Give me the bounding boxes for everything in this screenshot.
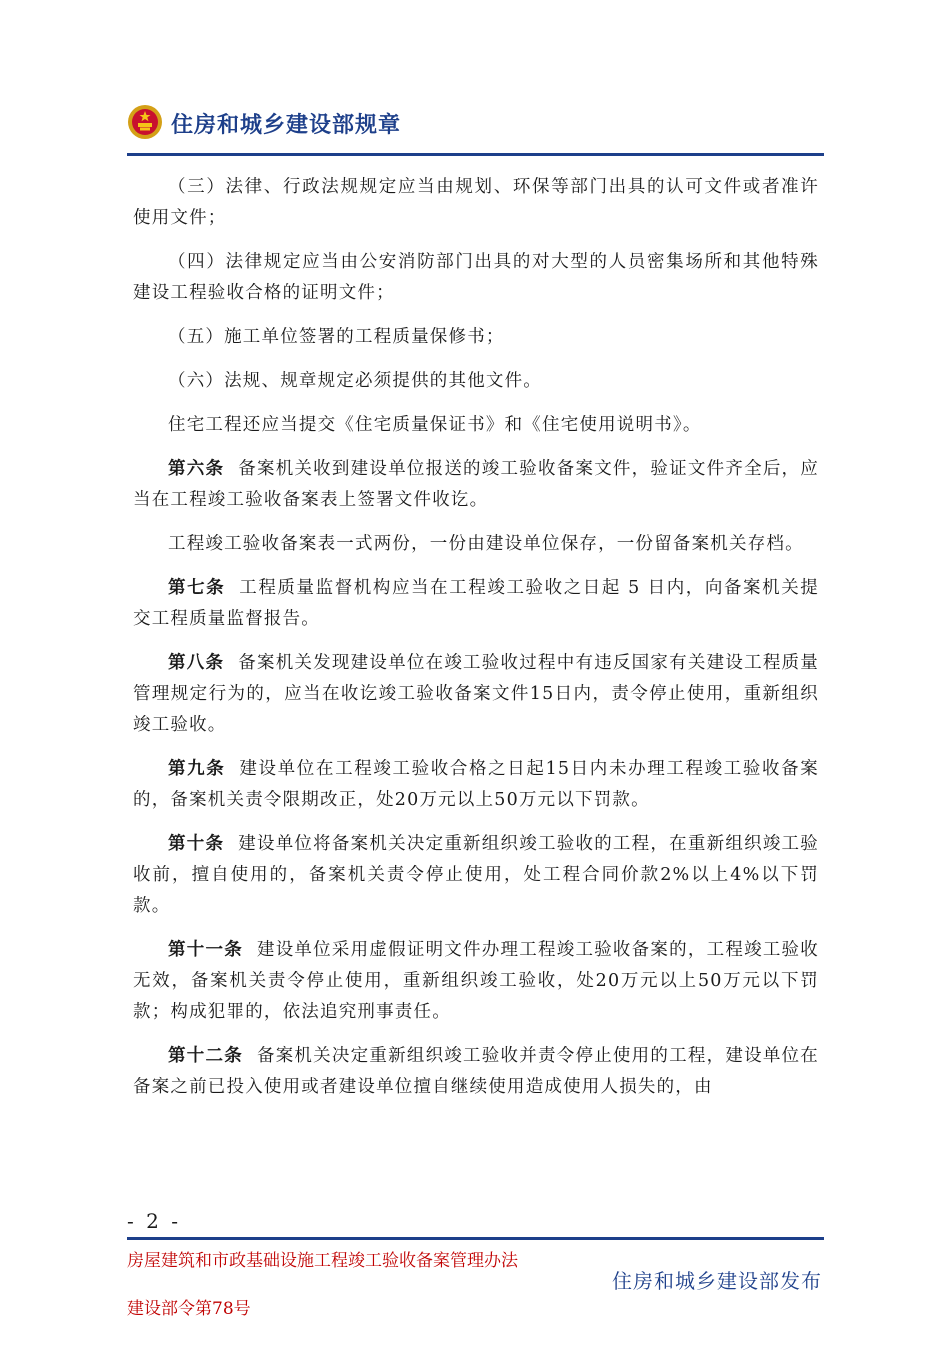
- paragraph-text: 工程竣工验收备案表一式两份，一份由建设单位保存，一份留备案机关存档。: [168, 534, 804, 554]
- header-title: 住房和城乡建设部规章: [171, 113, 402, 138]
- paragraph-text: （三）法律、行政法规规定应当由规划、环保等部门出具的认可文件或者准许使用文件；: [133, 177, 819, 228]
- article-label: 第十一条: [168, 940, 243, 960]
- footer-doc-title: 房屋建筑和市政基础设施工程竣工验收备案管理办法: [127, 1251, 518, 1271]
- page-number: - 2 -: [127, 1209, 181, 1233]
- article-label: 第七条: [168, 578, 226, 598]
- paragraph: [133, 754, 819, 816]
- article-label: 第十二条: [168, 1046, 243, 1066]
- article-label: 第九条: [168, 759, 226, 779]
- article-label: 第八条: [168, 653, 225, 673]
- paragraph-text: 住宅工程还应当提交《住宅质量保证书》和《住宅使用说明书》。: [168, 415, 702, 435]
- document-body: [133, 172, 819, 1116]
- paragraph: [133, 454, 819, 516]
- paragraph: [133, 1041, 819, 1103]
- header-divider: [127, 153, 824, 156]
- paragraph: [133, 410, 819, 441]
- paragraph: [133, 322, 819, 353]
- paragraph-text: 备案机关发现建设单位在竣工验收过程中有违反国家有关建设工程质量管理规定行为的，应当在收讫竣工验收备案文件15日内，责令停止使用，重新组织竣工验收。: [133, 653, 819, 735]
- paragraph-text: 工程质量监督机构应当在工程竣工验收之日起 5 日内，向备案机关提交工程质量监督报告。: [133, 578, 819, 629]
- footer-publisher: 住房和城乡建设部发布: [612, 1269, 822, 1293]
- paragraph-text: （六）法规、规章规定必须提供的其他文件。: [168, 371, 542, 391]
- paragraph-text: 建设单位将备案机关决定重新组织竣工验收的工程，在重新组织竣工验收前，擅自使用的，备案机关责令停止使用，处工程合同价款2%以上4%以下罚款。: [133, 834, 819, 916]
- paragraph: [133, 648, 819, 741]
- paragraph-text: （四）法律规定应当由公安消防部门出具的对大型的人员密集场所和其他特殊建设工程验收合格的证明文件；: [133, 252, 819, 303]
- paragraph: [133, 573, 819, 635]
- paragraph: [133, 935, 819, 1028]
- paragraph-text: 备案机关收到建设单位报送的竣工验收备案文件，验证文件齐全后，应当在工程竣工验收备案表上签署文件收讫。: [133, 459, 819, 510]
- paragraph-text: 备案机关决定重新组织竣工验收并责令停止使用的工程，建设单位在备案之前已投入使用或者建设单位擅自继续使用造成使用人损失的，由: [133, 1046, 819, 1097]
- paragraph: [133, 247, 819, 309]
- paragraph: [133, 829, 819, 922]
- paragraph-text: 建设单位在工程竣工验收合格之日起15日内未办理工程竣工验收备案的，备案机关责令限期改正，处20万元以上50万元以下罚款。: [133, 759, 819, 810]
- national-emblem-icon: [127, 104, 163, 140]
- footer-doc-number: 建设部令第78号: [127, 1299, 251, 1319]
- paragraph-text: 建设单位采用虚假证明文件办理工程竣工验收备案的，工程竣工验收无效，备案机关责令停止使用，重新组织竣工验收，处20万元以上50万元以下罚款；构成犯罪的，依法追究刑事责任。: [133, 940, 819, 1022]
- paragraph: [133, 529, 819, 560]
- article-label: 第六条: [168, 459, 225, 479]
- paragraph: [133, 366, 819, 397]
- article-label: 第十条: [168, 834, 225, 854]
- footer-divider: [127, 1237, 824, 1240]
- page-header: [127, 100, 827, 150]
- paragraph-text: （五）施工单位签署的工程质量保修书；: [168, 327, 505, 347]
- paragraph: [133, 172, 819, 234]
